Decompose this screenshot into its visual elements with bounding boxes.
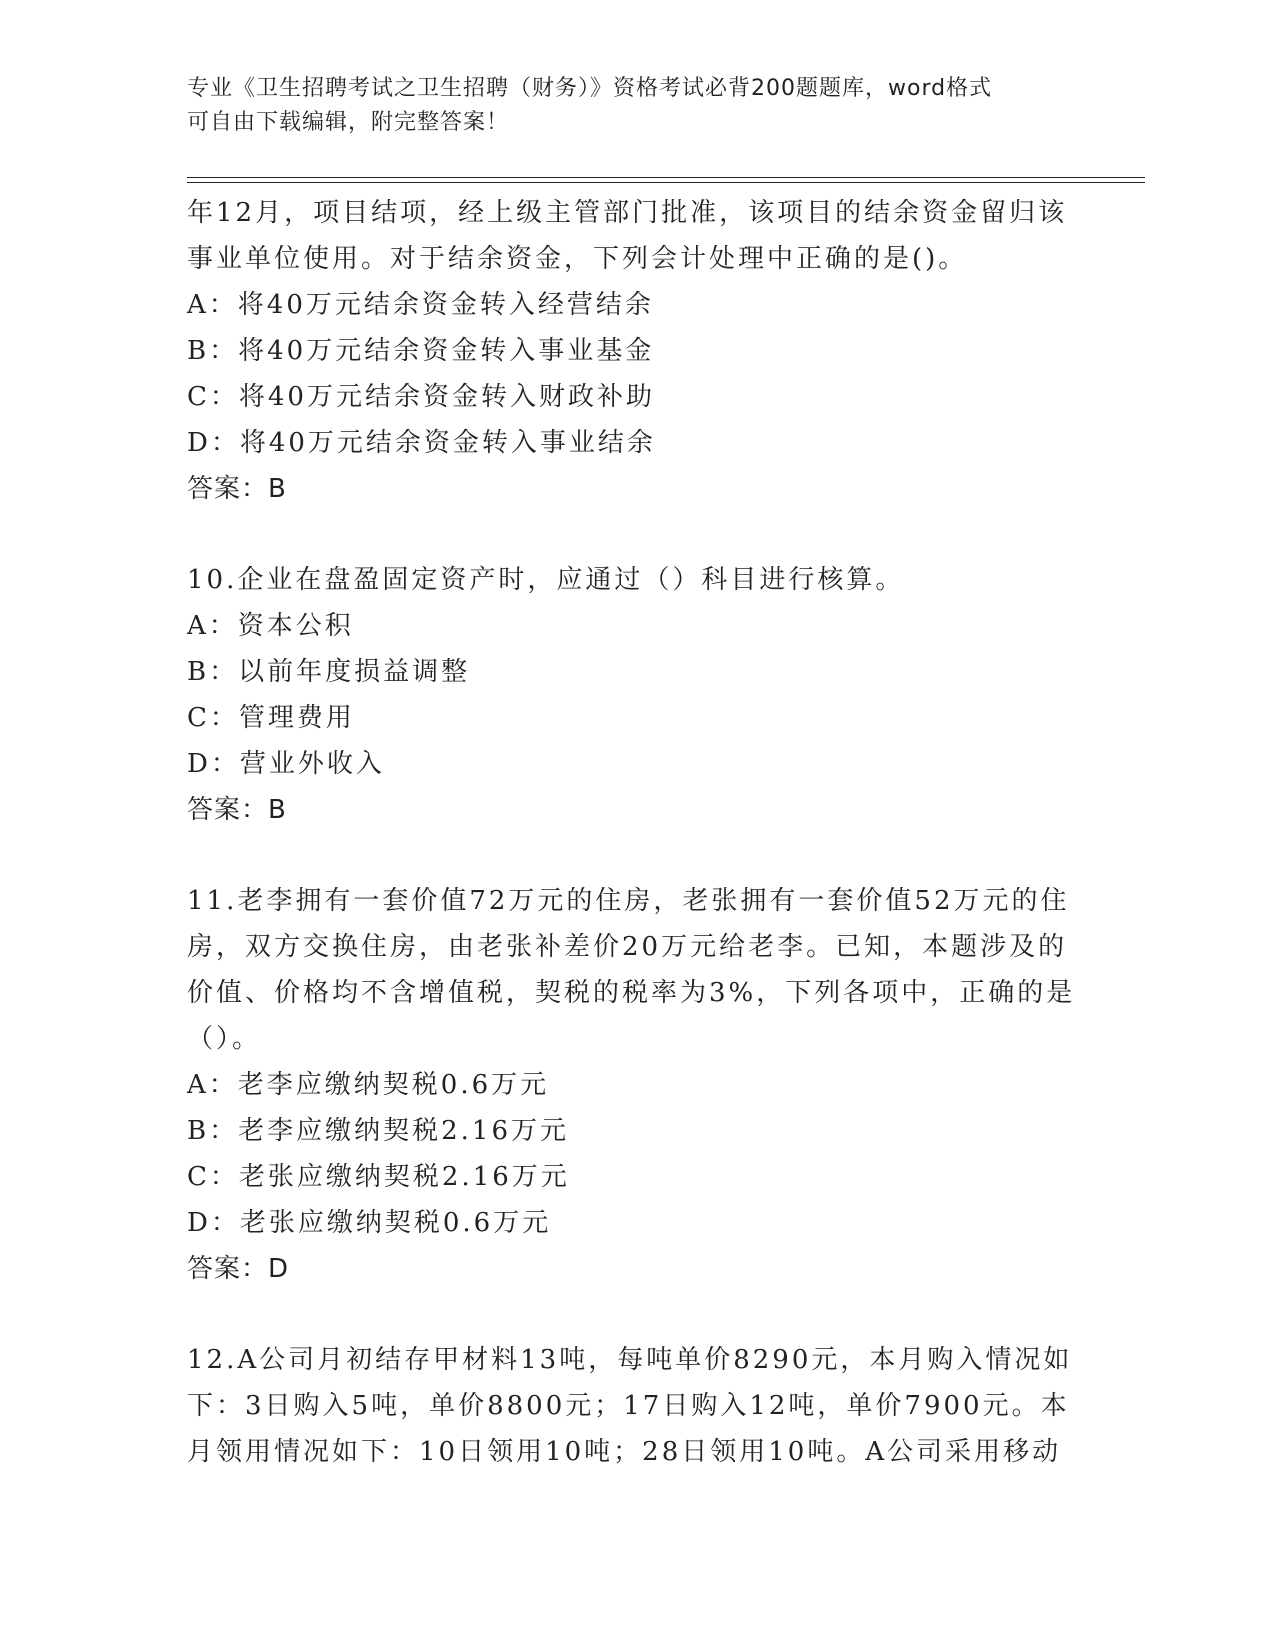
question-text-line: 年12月，项目结项，经上级主管部门批准，该项目的结余资金留归该 <box>187 198 1068 228</box>
question-text-line: 月领用情况如下：10日领用10吨；28日领用10吨。A公司采用移动 <box>187 1437 1062 1467</box>
header-divider-top <box>187 177 1145 178</box>
option-d: D：将40万元结余资金转入事业结余 <box>187 428 656 458</box>
option-a: A：将40万元结余资金转入经营结余 <box>187 290 654 320</box>
spacer <box>187 512 1087 557</box>
document-header <box>187 72 1067 140</box>
option-c: C：老张应缴纳契税2.16万元 <box>187 1162 570 1192</box>
answer: 答案：B <box>187 474 287 504</box>
option-d: D：营业外收入 <box>187 749 385 779</box>
option-a: A：资本公积 <box>187 611 354 641</box>
option-c: C：将40万元结余资金转入财政补助 <box>187 382 655 412</box>
option-b: B：将40万元结余资金转入事业基金 <box>187 336 655 366</box>
spacer <box>187 1292 1087 1337</box>
option-b: B：老李应缴纳契税2.16万元 <box>187 1116 569 1146</box>
question-text-line: 下：3日购入5吨，单价8800元；17日购入12吨，单价7900元。本 <box>187 1391 1070 1421</box>
header-line-1: 专业《卫生招聘考试之卫生招聘（财务）》资格考试必背200题题库，word格式 <box>187 76 993 101</box>
question-text-line: 10.企业在盘盈固定资产时，应通过（）科目进行核算。 <box>187 565 905 595</box>
option-c: C：管理费用 <box>187 703 355 733</box>
document-body <box>187 190 1087 1475</box>
question-11 <box>187 878 1087 1292</box>
option-b: B：以前年度损益调整 <box>187 657 471 687</box>
answer: 答案：B <box>187 795 287 825</box>
header-divider-bottom <box>187 182 1145 183</box>
question-9 <box>187 190 1087 512</box>
question-text-line: （）。 <box>187 1024 262 1054</box>
question-text-line: 12.A公司月初结存甲材料13吨，每吨单价8290元，本月购入情况如 <box>187 1345 1073 1375</box>
header-line-2: 可自由下载编辑，附完整答案！ <box>187 110 510 135</box>
question-text-line: 事业单位使用。对于结余资金，下列会计处理中正确的是()。 <box>187 244 968 274</box>
question-text-line: 11.老李拥有一套价值72万元的住房，老张拥有一套价值52万元的住 <box>187 886 1070 916</box>
option-d: D：老张应缴纳契税0.6万元 <box>187 1208 552 1238</box>
question-text-line: 价值、价格均不含增值税，契税的税率为3%，下列各项中，正确的是 <box>187 978 1076 1008</box>
option-a: A：老李应缴纳契税0.6万元 <box>187 1070 550 1100</box>
question-12 <box>187 1337 1087 1475</box>
question-10 <box>187 557 1087 833</box>
answer: 答案：D <box>187 1254 290 1284</box>
spacer <box>187 833 1087 878</box>
question-text-line: 房，双方交换住房，由老张补差价20万元给老李。已知，本题涉及的 <box>187 932 1068 962</box>
